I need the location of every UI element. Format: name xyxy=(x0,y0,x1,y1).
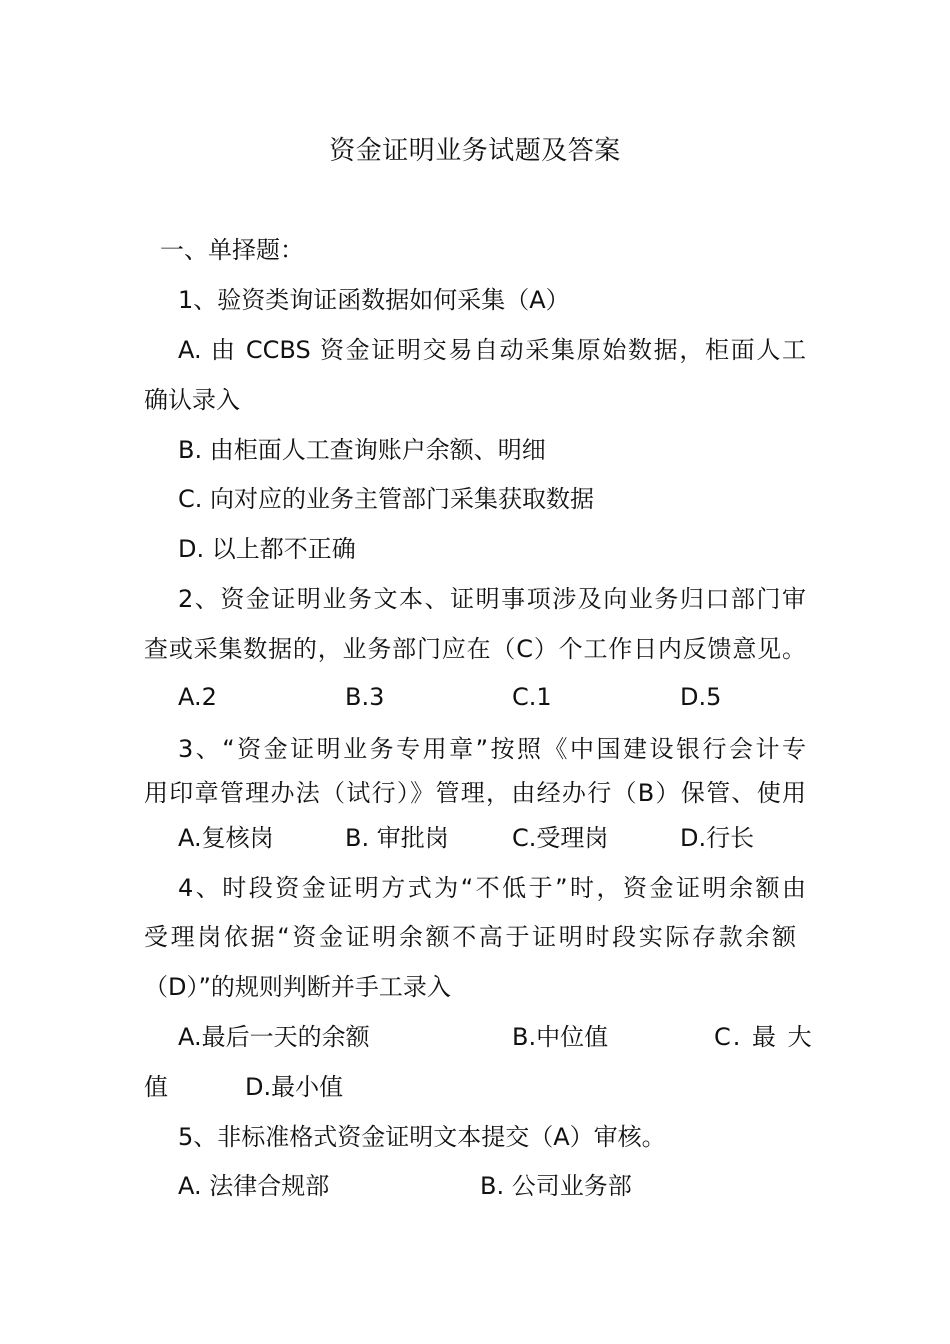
section-heading: 一、单择题： xyxy=(160,236,304,264)
question-3-option-c: C.受理岗 xyxy=(512,824,609,852)
question-1-option-b: B. 由柜面人工查询账户余额、明细 xyxy=(178,436,546,464)
question-4-option-c: C. 最 大 xyxy=(714,1023,814,1051)
question-3-option-d: D.行长 xyxy=(680,824,755,852)
question-2-option-c: C.1 xyxy=(512,683,552,711)
question-4-option-b: B.中位值 xyxy=(512,1023,609,1051)
question-1-option-d: D. 以上都不正确 xyxy=(178,535,356,563)
question-2-stem-line-1: 2、资金证明业务文本、证明事项涉及向业务归口部门审 xyxy=(178,585,806,613)
question-1-option-a-continued: 确认录入 xyxy=(144,386,240,414)
question-4-option-c-continued: 值 xyxy=(144,1073,168,1101)
question-2-stem-line-2: 查或采集数据的，业务部门应在（C）个工作日内反馈意见。 xyxy=(144,635,806,663)
document-title: 资金证明业务试题及答案 xyxy=(329,136,621,166)
question-2-option-d: D.5 xyxy=(680,683,722,711)
question-4-option-a: A.最后一天的余额 xyxy=(178,1023,370,1051)
question-4-stem-line-1: 4、时段资金证明方式为“不低于”时，资金证明余额由 xyxy=(178,874,806,902)
question-3-option-b: B. 审批岗 xyxy=(345,824,449,852)
question-1-stem: 1、验资类询证函数据如何采集（A） xyxy=(178,286,570,314)
question-4-stem-line-2: 受理岗依据“资金证明余额不高于证明时段实际存款余额 xyxy=(144,923,796,951)
question-2-option-a: A.2 xyxy=(178,683,217,711)
question-1-option-a: A. 由 CCBS 资金证明交易自动采集原始数据，柜面人工 xyxy=(178,336,806,364)
question-5-option-a: A. 法律合规部 xyxy=(178,1172,330,1200)
question-3-option-a: A.复核岗 xyxy=(178,824,274,852)
question-4-stem-line-3: （D）”的规则判断并手工录入 xyxy=(144,973,451,1001)
question-3-stem-line-1: 3、“资金证明业务专用章”按照《中国建设银行会计专 xyxy=(178,735,806,763)
question-5-stem: 5、非标准格式资金证明文本提交（A）审核。 xyxy=(178,1123,666,1151)
question-3-stem-line-2: 用印章管理办法（试行）》管理，由经办行（B）保管、使用 xyxy=(144,779,806,807)
question-5-option-b: B. 公司业务部 xyxy=(480,1172,632,1200)
question-4-option-d: D.最小值 xyxy=(245,1073,344,1101)
question-2-option-b: B.3 xyxy=(345,683,385,711)
question-1-option-c: C. 向对应的业务主管部门采集获取数据 xyxy=(178,485,595,513)
